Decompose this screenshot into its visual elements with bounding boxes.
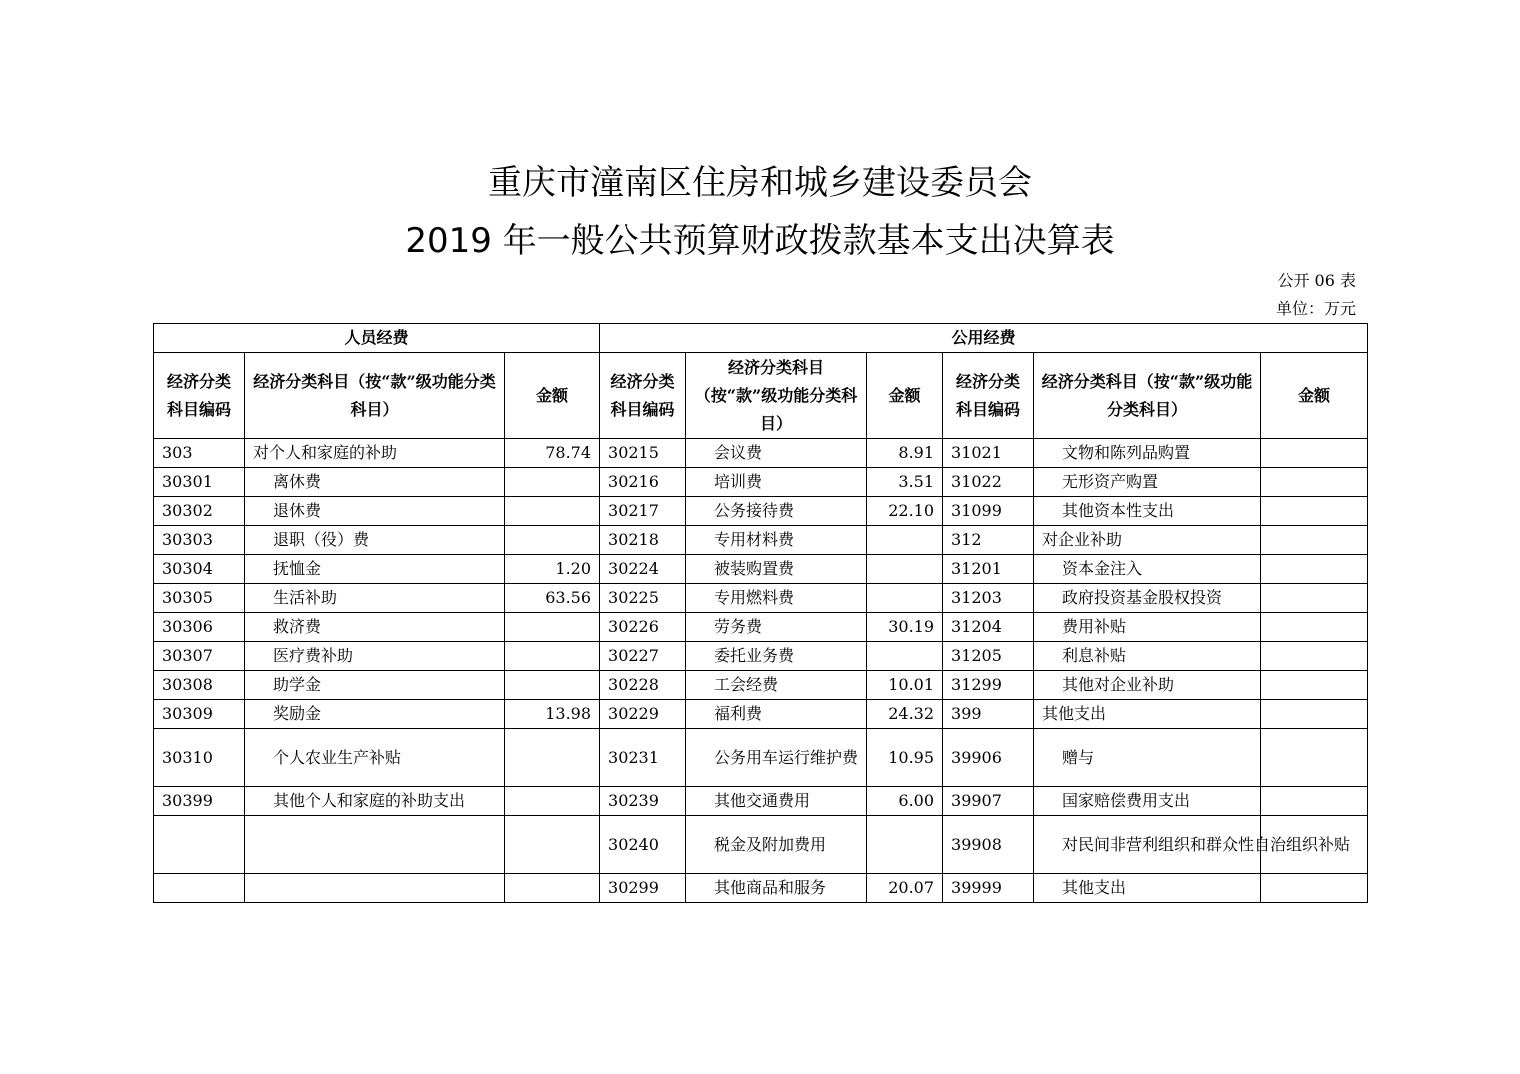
c-name: 对民间非营利组织和群众性自治组织补贴 bbox=[1034, 816, 1261, 874]
p-name: 救济费 bbox=[245, 613, 505, 642]
p-code: 30304 bbox=[154, 555, 245, 584]
g-name: 其他交通费用 bbox=[686, 787, 867, 816]
p-code: 30310 bbox=[154, 729, 245, 787]
c-name: 无形资产购置 bbox=[1034, 468, 1261, 497]
c-code: 31022 bbox=[943, 468, 1034, 497]
c-code: 39907 bbox=[943, 787, 1034, 816]
c-name: 其他支出 bbox=[1034, 700, 1261, 729]
g-code: 30299 bbox=[600, 874, 686, 903]
g-name: 专用燃料费 bbox=[686, 584, 867, 613]
table-row bbox=[154, 700, 1368, 729]
c-amount bbox=[1261, 497, 1368, 526]
g-name: 公务用车运行维护费 bbox=[686, 729, 867, 787]
table-row bbox=[154, 613, 1368, 642]
g-amount: 24.32 bbox=[867, 700, 943, 729]
col-header-g-code: 经济分类科目编码 bbox=[600, 353, 686, 439]
c-name: 其他支出 bbox=[1034, 874, 1261, 903]
g-code: 30225 bbox=[600, 584, 686, 613]
g-amount: 20.07 bbox=[867, 874, 943, 903]
p-amount bbox=[505, 497, 600, 526]
col-header-c-code: 经济分类科目编码 bbox=[943, 353, 1034, 439]
c-name: 其他资本性支出 bbox=[1034, 497, 1261, 526]
p-code: 30301 bbox=[154, 468, 245, 497]
page-title: 重庆市潼南区住房和城乡建设委员会 bbox=[488, 163, 1032, 203]
c-name: 对企业补助 bbox=[1034, 526, 1261, 555]
p-amount bbox=[505, 816, 600, 874]
p-amount bbox=[505, 787, 600, 816]
table-row bbox=[154, 497, 1368, 526]
c-name: 其他对企业补助 bbox=[1034, 671, 1261, 700]
c-amount bbox=[1261, 439, 1368, 468]
g-amount: 22.10 bbox=[867, 497, 943, 526]
g-code: 30240 bbox=[600, 816, 686, 874]
column-header-row bbox=[154, 353, 1368, 439]
p-code: 30309 bbox=[154, 700, 245, 729]
p-code: 30305 bbox=[154, 584, 245, 613]
g-name: 被装购置费 bbox=[686, 555, 867, 584]
c-amount bbox=[1261, 526, 1368, 555]
p-code: 30307 bbox=[154, 642, 245, 671]
c-amount bbox=[1261, 555, 1368, 584]
p-amount: 13.98 bbox=[505, 700, 600, 729]
budget-table bbox=[153, 323, 1368, 903]
c-code: 39908 bbox=[943, 816, 1034, 874]
c-name: 国家赔偿费用支出 bbox=[1034, 787, 1261, 816]
p-amount bbox=[505, 613, 600, 642]
p-name bbox=[245, 874, 505, 903]
g-code: 30239 bbox=[600, 787, 686, 816]
c-code: 39999 bbox=[943, 874, 1034, 903]
g-code: 30229 bbox=[600, 700, 686, 729]
col-header-c-name: 经济分类科目（按“款”级功能分类科目） bbox=[1034, 353, 1261, 439]
c-amount bbox=[1261, 613, 1368, 642]
g-code: 30217 bbox=[600, 497, 686, 526]
g-amount: 10.95 bbox=[867, 729, 943, 787]
g-amount: 30.19 bbox=[867, 613, 943, 642]
table-row bbox=[154, 729, 1368, 787]
p-name bbox=[245, 816, 505, 874]
g-name: 公务接待费 bbox=[686, 497, 867, 526]
table-row bbox=[154, 526, 1368, 555]
p-name: 离休费 bbox=[245, 468, 505, 497]
table-row bbox=[154, 816, 1368, 874]
p-amount bbox=[505, 671, 600, 700]
c-code: 399 bbox=[943, 700, 1034, 729]
g-code: 30215 bbox=[600, 439, 686, 468]
p-code: 303 bbox=[154, 439, 245, 468]
table-row bbox=[154, 671, 1368, 700]
p-name: 其他个人和家庭的补助支出 bbox=[245, 787, 505, 816]
p-code bbox=[154, 874, 245, 903]
page-subtitle: 2019 年一般公共预算财政拨款基本支出决算表 bbox=[405, 221, 1115, 261]
g-code: 30226 bbox=[600, 613, 686, 642]
form-number: 公开 06 表 bbox=[1277, 271, 1356, 290]
g-amount bbox=[867, 555, 943, 584]
g-amount bbox=[867, 526, 943, 555]
c-code: 31099 bbox=[943, 497, 1034, 526]
col-header-g-name: 经济分类科目（按“款”级功能分类科目） bbox=[686, 353, 867, 439]
table-row bbox=[154, 874, 1368, 903]
c-name: 赠与 bbox=[1034, 729, 1261, 787]
g-name: 劳务费 bbox=[686, 613, 867, 642]
p-amount bbox=[505, 874, 600, 903]
g-name: 委托业务费 bbox=[686, 642, 867, 671]
g-amount bbox=[867, 816, 943, 874]
c-name: 费用补贴 bbox=[1034, 613, 1261, 642]
section-personnel: 人员经费 bbox=[154, 324, 600, 353]
p-code: 30302 bbox=[154, 497, 245, 526]
table-row bbox=[154, 439, 1368, 468]
p-name: 生活补助 bbox=[245, 584, 505, 613]
p-amount bbox=[505, 468, 600, 497]
g-code: 30216 bbox=[600, 468, 686, 497]
g-code: 30224 bbox=[600, 555, 686, 584]
g-name: 会议费 bbox=[686, 439, 867, 468]
table-row bbox=[154, 555, 1368, 584]
g-name: 其他商品和服务 bbox=[686, 874, 867, 903]
g-name: 福利费 bbox=[686, 700, 867, 729]
col-header-c-amount: 金额 bbox=[1261, 353, 1368, 439]
col-header-p-amount: 金额 bbox=[505, 353, 600, 439]
p-amount: 1.20 bbox=[505, 555, 600, 584]
c-amount bbox=[1261, 787, 1368, 816]
p-amount bbox=[505, 642, 600, 671]
c-name: 利息补贴 bbox=[1034, 642, 1261, 671]
c-name: 政府投资基金股权投资 bbox=[1034, 584, 1261, 613]
p-name: 个人农业生产补贴 bbox=[245, 729, 505, 787]
col-header-p-code: 经济分类科目编码 bbox=[154, 353, 245, 439]
p-name: 退休费 bbox=[245, 497, 505, 526]
table-row bbox=[154, 584, 1368, 613]
c-code: 31299 bbox=[943, 671, 1034, 700]
c-code: 31205 bbox=[943, 642, 1034, 671]
c-name: 资本金注入 bbox=[1034, 555, 1261, 584]
c-amount bbox=[1261, 671, 1368, 700]
p-name: 抚恤金 bbox=[245, 555, 505, 584]
c-code: 31204 bbox=[943, 613, 1034, 642]
p-code: 30308 bbox=[154, 671, 245, 700]
c-amount bbox=[1261, 700, 1368, 729]
g-amount: 6.00 bbox=[867, 787, 943, 816]
g-code: 30218 bbox=[600, 526, 686, 555]
g-amount: 10.01 bbox=[867, 671, 943, 700]
p-name: 医疗费补助 bbox=[245, 642, 505, 671]
c-code: 31021 bbox=[943, 439, 1034, 468]
p-code: 30303 bbox=[154, 526, 245, 555]
col-header-g-amount: 金额 bbox=[867, 353, 943, 439]
c-amount bbox=[1261, 584, 1368, 613]
c-amount bbox=[1261, 642, 1368, 671]
g-name: 工会经费 bbox=[686, 671, 867, 700]
section-header-row bbox=[154, 324, 1368, 353]
g-name: 培训费 bbox=[686, 468, 867, 497]
g-amount: 3.51 bbox=[867, 468, 943, 497]
p-name: 对个人和家庭的补助 bbox=[245, 439, 505, 468]
g-code: 30228 bbox=[600, 671, 686, 700]
c-amount bbox=[1261, 874, 1368, 903]
p-amount bbox=[505, 526, 600, 555]
c-amount bbox=[1261, 729, 1368, 787]
c-name: 文物和陈列品购置 bbox=[1034, 439, 1261, 468]
p-code bbox=[154, 816, 245, 874]
c-amount bbox=[1261, 468, 1368, 497]
table-row bbox=[154, 787, 1368, 816]
unit-label: 单位：万元 bbox=[1275, 299, 1356, 318]
g-code: 30231 bbox=[600, 729, 686, 787]
c-code: 312 bbox=[943, 526, 1034, 555]
p-code: 30306 bbox=[154, 613, 245, 642]
g-amount: 8.91 bbox=[867, 439, 943, 468]
c-code: 31203 bbox=[943, 584, 1034, 613]
g-name: 专用材料费 bbox=[686, 526, 867, 555]
p-amount: 78.74 bbox=[505, 439, 600, 468]
p-name: 助学金 bbox=[245, 671, 505, 700]
table-row bbox=[154, 642, 1368, 671]
col-header-p-name: 经济分类科目（按“款”级功能分类科目） bbox=[245, 353, 505, 439]
p-amount bbox=[505, 729, 600, 787]
g-amount bbox=[867, 642, 943, 671]
g-code: 30227 bbox=[600, 642, 686, 671]
section-public: 公用经费 bbox=[600, 324, 1368, 353]
table-row bbox=[154, 468, 1368, 497]
p-code: 30399 bbox=[154, 787, 245, 816]
g-amount bbox=[867, 584, 943, 613]
c-code: 31201 bbox=[943, 555, 1034, 584]
g-name: 税金及附加费用 bbox=[686, 816, 867, 874]
p-name: 奖励金 bbox=[245, 700, 505, 729]
c-code: 39906 bbox=[943, 729, 1034, 787]
p-name: 退职（役）费 bbox=[245, 526, 505, 555]
p-amount: 63.56 bbox=[505, 584, 600, 613]
